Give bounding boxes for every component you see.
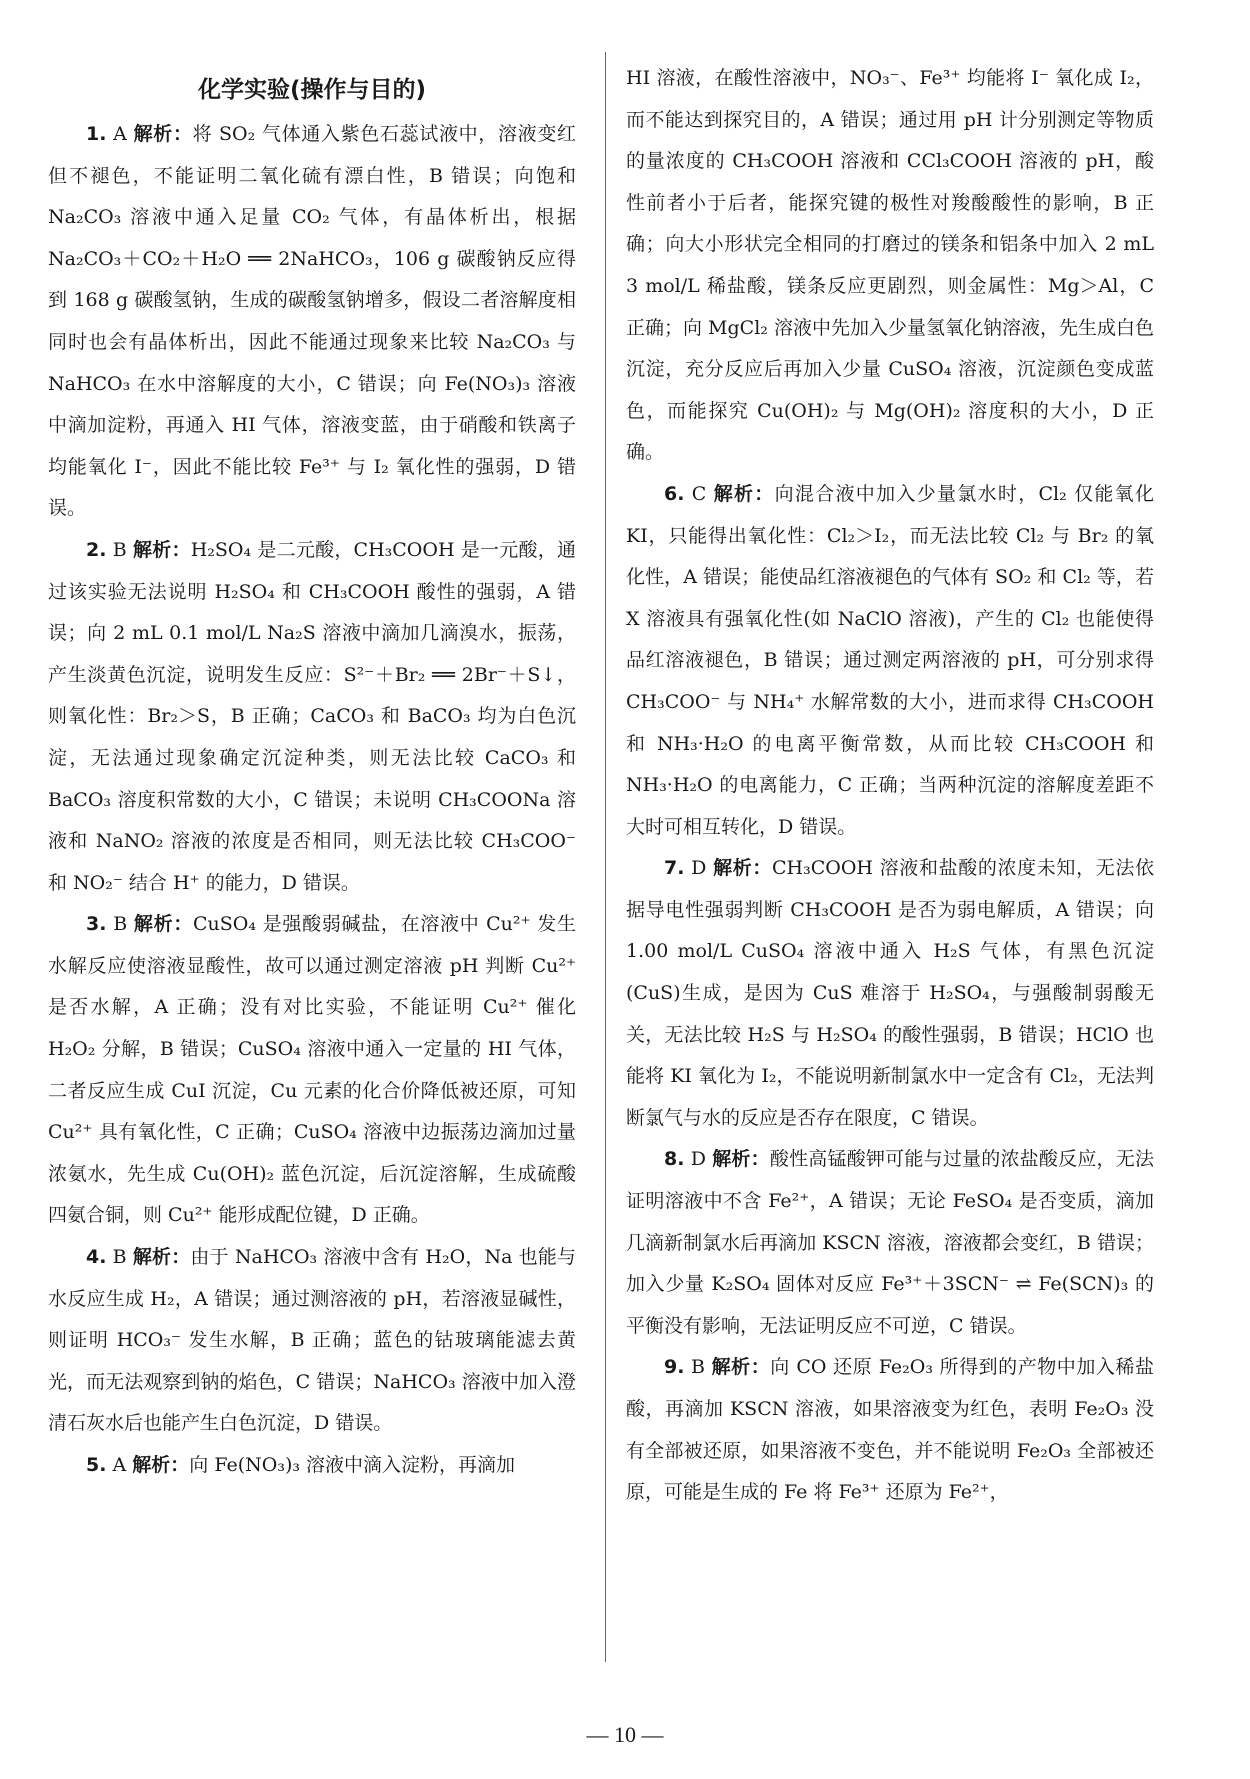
right-column <box>626 58 1154 1514</box>
answer-letter: D <box>691 857 707 880</box>
left-column <box>48 70 576 1487</box>
analysis-text: 酸性高锰酸钾可能与过量的浓盐酸反应，无法证明溶液中不含 Fe²⁺，A 错误；无论 FeSO₄ 是否变质，滴加几滴新制氯水后再滴加 KSCN 溶液，溶液都会变红，B 错误；加入少量 K₂SO₄ 固体对反应 Fe³⁺＋3SCN⁻ ⇌ Fe(SCN)₃ 的平衡没有影响，无法证明反应不可逆，C 错误。 <box>626 1148 1154 1337</box>
answer-paragraph <box>48 114 576 530</box>
left-column-body <box>48 114 576 1487</box>
analysis-label: 解析： <box>132 1454 190 1476</box>
answer-paragraph <box>626 1347 1154 1513</box>
question-number: 3. <box>86 913 107 936</box>
analysis-label: 解析： <box>712 1148 770 1171</box>
answer-paragraph <box>48 1445 576 1487</box>
analysis-text: CuSO₄ 是强酸弱碱盐，在溶液中 Cu²⁺ 发生水解反应使溶液显酸性，故可以通过测定溶液 pH 判断 Cu²⁺ 是否水解，A 正确；没有对比实验，不能证明 Cu²⁺ 催化 H₂O₂ 分解，B 错误；CuSO₄ 溶液中通入一定量的 HI 气体，二者反应生成 CuI 沉淀，Cu 元素的化合价降低被还原，可知 Cu²⁺ 具有氧化性，C 正确；CuSO₄ 溶液中边振荡边滴加过量浓氨水，先生成 Cu(OH)₂ 蓝色沉淀，后沉淀溶解，生成硫酸四氨合铜，则 Cu²⁺ 能形成配位键，D 正确。 <box>48 913 576 1227</box>
analysis-text: 向混合液中加入少量氯水时，Cl₂ 仅能氧化 KI，只能得出氧化性：Cl₂＞I₂，而无法比较 Cl₂ 与 Br₂ 的氧化性，A 错误；能使品红溶液褪色的气体有 SO₂ 和 Cl₂ 等，若 X 溶液具有强氧化性(如 NaClO 溶液)，产生的 Cl₂ 也能使得品红溶液褪色，B 错误；通过测定两溶液的 pH，可分别求得 CH₃COO⁻ 与 NH₄⁺ 水解常数的大小，进而求得 CH₃COOH 和 NH₃·H₂O 的电离平衡常数，从而比较 CH₃COOH 和 NH₃·H₂O 的电离能力，C 正确；当两种沉淀的溶解度差距不大时可相互转化，D 错误。 <box>626 482 1154 838</box>
answer-paragraph <box>626 1139 1154 1347</box>
analysis-label: 解析： <box>713 482 775 505</box>
answer-letter: B <box>691 1356 706 1379</box>
question-number: 1. <box>86 123 107 145</box>
analysis-text: 由于 NaHCO₃ 溶液中含有 H₂O，Na 也能与水反应生成 H₂，A 错误；通过测溶液的 pH，若溶液显碱性，则证明 HCO₃⁻ 发生水解，B 正确；蓝色的钴玻璃能滤去黄光，而无法观察到钠的焰色，C 错误；NaHCO₃ 溶液中加入澄清石灰水后也能产生白色沉淀，D 错误。 <box>48 1246 576 1435</box>
answer-paragraph <box>48 530 576 904</box>
answer-paragraph <box>626 58 1154 474</box>
analysis-label: 解析： <box>711 1356 771 1379</box>
question-number: 6. <box>664 482 685 505</box>
question-number: 7. <box>664 857 685 880</box>
answer-paragraph <box>48 1237 576 1445</box>
analysis-label: 解析： <box>133 913 194 936</box>
page-number: — 10 — <box>586 1722 664 1747</box>
answer-paragraph <box>626 848 1154 1139</box>
answer-letter: C <box>691 482 707 505</box>
answer-letter: B <box>112 1246 127 1269</box>
answer-letter: A <box>113 123 127 145</box>
answer-letter: B <box>113 913 128 936</box>
answer-letter: B <box>112 538 127 561</box>
question-number: 9. <box>664 1356 685 1379</box>
page-title: 化学实验(操作与目的) <box>197 77 427 103</box>
question-number: 8. <box>664 1148 685 1171</box>
answer-letter: D <box>690 1148 706 1171</box>
column-divider <box>605 52 606 1662</box>
analysis-label: 解析： <box>713 857 772 880</box>
analysis-label: 解析： <box>132 1246 191 1269</box>
question-number: 4. <box>86 1246 107 1269</box>
analysis-text: CH₃COOH 溶液和盐酸的浓度未知，无法依据导电性强弱判断 CH₃COOH 是否为弱电解质，A 错误；向 1.00 mol/L CuSO₄ 溶液中通入 H₂S 气体，有黑色沉淀(CuS)生成，是因为 CuS 难溶于 H₂SO₄，与强酸制弱酸无关，无法比较 H₂S 与 H₂SO₄ 的酸性强弱，B 错误；HClO 也能将 KI 氧化为 I₂，不能说明新制氯水中一定含有 Cl₂，无法判断氯气与水的反应是否存在限度，C 错误。 <box>626 857 1154 1129</box>
analysis-text: 向 Fe(NO₃)₃ 溶液中滴入淀粉，再滴加 <box>189 1454 516 1476</box>
analysis-label: 解析： <box>133 123 193 145</box>
answer-letter: A <box>112 1454 127 1476</box>
analysis-text: H₂SO₄ 是二元酸，CH₃COOH 是一元酸，通过该实验无法说明 H₂SO₄ 和 CH₃COOH 酸性的强弱，A 错误；向 2 mL 0.1 mol/L Na₂S 溶液中滴加几滴溴水，振荡，产生淡黄色沉淀，说明发生反应：S²⁻＋Br₂ ══ 2Br⁻＋S↓，则氧化性：Br₂＞S，B 正确；CaCO₃ 和 BaCO₃ 均为白色沉淀，无法通过现象确定沉淀种类，则无法比较 CaCO₃ 和 BaCO₃ 溶度积常数的大小，C 错误；未说明 CH₃COONa 溶液和 NaNO₂ 溶液的浓度是否相同，则无法比较 CH₃COO⁻ 和 NO₂⁻ 结合 H⁺ 的能力，D 错误。 <box>48 538 576 894</box>
analysis-text: 向 CO 还原 Fe₂O₃ 所得到的产物中加入稀盐酸，再滴加 KSCN 溶液，如果溶液变为红色，表明 Fe₂O₃ 没有全部被还原，如果溶液不变色，并不能说明 Fe₂O₃ 全部被还原，可能是生成的 Fe 将 Fe³⁺ 还原为 Fe²⁺， <box>626 1356 1154 1504</box>
question-number: 2. <box>86 538 107 561</box>
analysis-label: 解析： <box>132 538 191 561</box>
analysis-text: HI 溶液，在酸性溶液中，NO₃⁻、Fe³⁺ 均能将 I⁻ 氧化成 I₂，而不能达到探究目的，A 错误；通过用 pH 计分别测定等物质的量浓度的 CH₃COOH 溶液和 CCl₃COOH 溶液的 pH，酸性前者小于后者，能探究键的极性对羧酸酸性的影响，B 正确；向大小形状完全相同的打磨过的镁条和铝条中加入 2 mL 3 mol/L 稀盐酸，镁条反应更剧烈，则金属性：Mg＞Al，C 正确；向 MgCl₂ 溶液中先加入少量氢氧化钠溶液，先生成白色沉淀，充分反应后再加入少量 CuSO₄ 溶液，沉淀颜色变成蓝色，而能探究 Cu(OH)₂ 与 Mg(OH)₂ 溶度积的大小，D 正确。 <box>626 67 1154 464</box>
right-column-body <box>626 58 1154 1514</box>
answer-paragraph <box>626 474 1154 848</box>
question-number: 5. <box>86 1454 107 1476</box>
analysis-text: 将 SO₂ 气体通入紫色石蕊试液中，溶液变红但不褪色，不能证明二氧化硫有漂白性，B 错误；向饱和 Na₂CO₃ 溶液中通入足量 CO₂ 气体，有晶体析出，根据 Na₂CO₃＋CO₂＋H₂O ══ 2NaHCO₃，106 g 碳酸钠反应得到 168 g 碳酸氢钠，生成的碳酸氢钠增多，假设二者溶解度相同时也会有晶体析出，因此不能通过现象来比较 Na₂CO₃ 与 NaHCO₃ 在水中溶解度的大小，C 错误；向 Fe(NO₃)₃ 溶液中滴加淀粉，再通入 HI 气体，溶液变蓝，由于硝酸和铁离子均能氧化 I⁻，因此不能比较 Fe³⁺ 与 I₂ 氧化性的强弱，D 错误。 <box>48 123 576 520</box>
answer-paragraph <box>48 904 576 1237</box>
